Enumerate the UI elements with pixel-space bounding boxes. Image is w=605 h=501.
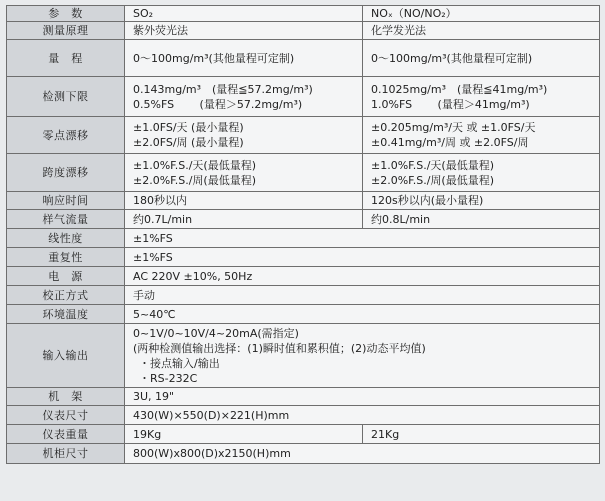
principle-label: 测量原理 (7, 22, 125, 40)
lod-so2 (125, 77, 363, 117)
zero-drift-so2-line-1: ±1.0FS/天 (最小量程) (133, 121, 244, 134)
span-drift-label: 跨度漂移 (7, 154, 125, 192)
response-label: 响应时间 (7, 192, 125, 210)
lod-label: 检测下限 (7, 77, 125, 117)
lod-nox (363, 77, 600, 117)
calibration-value: 手动 (125, 286, 600, 305)
io-line-4: ・RS-232C (139, 371, 198, 385)
io-label: 输入输出 (7, 324, 125, 388)
response-nox: 120s秒以内(最小量程) (363, 192, 600, 210)
row-lod (7, 77, 600, 117)
weight-label: 仪表重量 (7, 425, 125, 444)
rack-value: 3U, 19" (125, 388, 600, 406)
flow-so2: 约0.7L/min (125, 210, 363, 229)
row-dimensions (7, 406, 600, 425)
span-drift-so2-line-2: ±2.0%F.S./周(最低量程) (133, 173, 256, 187)
repeatability-value: ±1%FS (125, 248, 600, 267)
row-principle (7, 22, 600, 40)
header-row (7, 6, 600, 22)
range-so2: 0～100mg/m³(其他量程可定制) (125, 40, 363, 77)
env-temp-value: 5~40℃ (125, 305, 600, 324)
linearity-value: ±1%FS (125, 229, 600, 248)
io-value (125, 324, 600, 388)
principle-nox: 化学发光法 (363, 22, 600, 40)
linearity-label: 线性度 (7, 229, 125, 248)
lod-so2-line-1: 0.143mg/m³ (量程≦57.2mg/m³) (133, 82, 313, 96)
row-power (7, 267, 600, 286)
row-zero-drift (7, 117, 600, 154)
repeatability-label: 重复性 (7, 248, 125, 267)
row-weight (7, 425, 600, 444)
range-nox: 0～100mg/m³(其他量程可定制) (363, 40, 600, 77)
zero-drift-nox-line-2: ±0.41mg/m³/周 或 ±2.0FS/周 (371, 136, 529, 149)
zero-drift-nox (363, 117, 600, 154)
io-line-1: 0~1V/0~10V/4~20mA(需指定) (133, 326, 299, 340)
env-temp-label: 环境温度 (7, 305, 125, 324)
row-linearity (7, 229, 600, 248)
row-repeatability (7, 248, 600, 267)
calibration-label: 校正方式 (7, 286, 125, 305)
power-label: 电 源 (7, 267, 125, 286)
flow-label: 样气流量 (7, 210, 125, 229)
row-cabinet (7, 444, 600, 464)
span-drift-so2-line-1: ±1.0%F.S./天(最低量程) (133, 158, 256, 172)
header-param-label: 参 数 (7, 6, 125, 22)
row-calibration (7, 286, 600, 305)
zero-drift-so2-line-2: ±2.0FS/周 (最小量程) (133, 136, 244, 149)
zero-drift-label: 零点漂移 (7, 117, 125, 154)
zero-drift-nox-line-1: ±0.205mg/m³/天 或 ±1.0FS/天 (371, 121, 536, 134)
weight-nox: 21Kg (363, 425, 600, 444)
span-drift-so2 (125, 154, 363, 192)
row-env-temp (7, 305, 600, 324)
row-rack (7, 388, 600, 406)
lod-nox-line-1: 0.1025mg/m³ (量程≦41mg/m³) (371, 82, 548, 96)
principle-so2: 紫外荧光法 (125, 22, 363, 40)
spec-table (6, 5, 600, 464)
span-drift-nox-line-2: ±2.0%F.S./周(最低量程) (371, 173, 494, 187)
weight-so2: 19Kg (125, 425, 363, 444)
cabinet-label: 机柜尺寸 (7, 444, 125, 464)
span-drift-nox-line-1: ±1.0%F.S./天(最低量程) (371, 158, 494, 172)
header-nox: NOₓ（NO/NO₂） (363, 6, 600, 22)
lod-so2-line-2: 0.5%FS (量程＞57.2mg/m³) (133, 97, 303, 111)
row-flow (7, 210, 600, 229)
row-range (7, 40, 600, 77)
io-line-3: ・接点输入/输出 (139, 356, 220, 370)
header-so2: SO₂ (125, 6, 363, 22)
response-so2: 180秒以内 (125, 192, 363, 210)
lod-nox-line-2: 1.0%FS (量程＞41mg/m³) (371, 97, 530, 111)
row-io (7, 324, 600, 388)
range-label: 量 程 (7, 40, 125, 77)
dimensions-label: 仪表尺寸 (7, 406, 125, 425)
rack-label: 机 架 (7, 388, 125, 406)
cabinet-value: 800(W)x800(D)x2150(H)mm (125, 444, 600, 464)
power-value: AC 220V ±10%, 50Hz (125, 267, 600, 286)
flow-nox: 约0.8L/min (363, 210, 600, 229)
row-response (7, 192, 600, 210)
span-drift-nox (363, 154, 600, 192)
row-span-drift (7, 154, 600, 192)
zero-drift-so2 (125, 117, 363, 154)
dimensions-value: 430(W)×550(D)×221(H)mm (125, 406, 600, 425)
io-line-2: (两种检测值输出选择：(1)瞬时值和累积值；(2)动态平均值) (133, 341, 426, 355)
